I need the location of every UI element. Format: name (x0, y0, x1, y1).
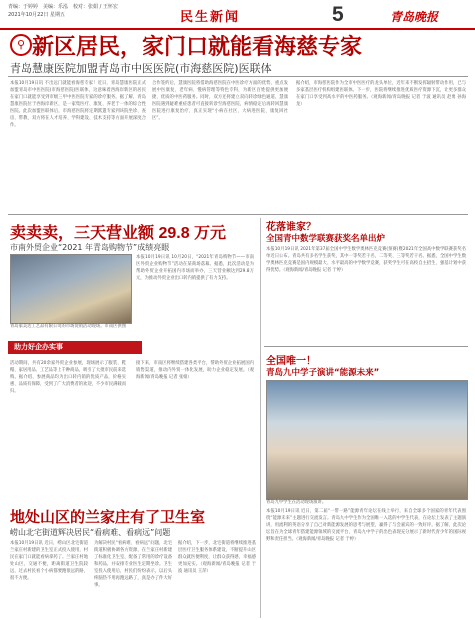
divider (8, 76, 468, 77)
notice2-photo-caption: 青岛九中学生在活动现场演讲。 (266, 500, 327, 505)
notice1-body: 本报10月19日讯 2021年第37届全国中学生数学奥林匹克竞赛(预赛)暨2021年全国高中数学联赛获奖名单近日公布。青岛共有多名学生获奖，其中一等奖若干名，二等奖、三等奖若干名。据悉，全国中学生数学奥林匹克竞赛是国内规模最大、水平最高的中学数学竞赛，获奖学生可在高校自主招生、强基计划中获得优势。（观海新闻/青岛晚报 记者 于婷） (266, 247, 466, 273)
western-headline: 地处山区的兰家庄有了卫生室 (10, 509, 206, 526)
shopping-subhead: 市南外贸企业“2021 年青岛购物节”成绩亮眼 (10, 243, 170, 252)
page-number: 5 (332, 3, 344, 26)
western-body-col2: 为解决村民“看病难、看病远”问题，北宅街道积极协调各方资源，在兰家庄村新建了标准化卫生室，配备了常用的诊疗设备和药品，并安排专业医生定期坐诊。卫生室投入使用后，村民们纷纷表示，以后头疼脑热不用再跑远路了，真是办了件大好事。 (94, 541, 172, 588)
shopping-headline: 卖卖卖，三天营业额 29.8 万元 (10, 225, 227, 242)
date-line: 2021年10月22日 星期五 (8, 12, 66, 18)
lead-body-col1: 本报10月19日讯 不出远门就能看海慈专家！近日，青岛慧康医院正式加盟青岛市中医医院(市海慈医院)医联体，这意味着西海岸新区的居民在家门口就能享受到市级三甲中医医院专家的诊疗服务。据了解，青岛慧康医院位于西海岸新区，是一家集医疗、康复、养老于一体的综合性医院。此次加盟医联体后，市海慈医院将定期派遣专家到该院坐诊、查房、带教，双方将在人才培养、学科建设、技术支持等方面开展深度合作。 (10, 81, 146, 128)
banner-label: 助力好企办实事 (14, 343, 63, 351)
notice2-photo (266, 380, 468, 500)
newspaper-logo: 青岛晚报 (390, 10, 439, 24)
editor-line: 青编：于婷婷 美编：乐泓 校对：张娟 / 王怀宏 (8, 4, 118, 10)
column-divider (260, 218, 261, 618)
lead-headline: 新区居民，家门口就能看海慈专家 (32, 34, 363, 59)
divider (264, 346, 468, 347)
editor-info (8, 3, 118, 19)
lead-body-col2: 合作签约后，慧康医院将借助海慈医院在中医诊疗方面的优势，重点发展中医康复、老年病、慢病管理等特色专科，为新区百姓提供更加便捷、优质的中医药服务。同时，双方还将建立双向转诊绿色通道，慧康医院遇到疑难重症患者可直接转诊至海慈医院，病情稳定后再转回慧康医院进行康复治疗，真正实现“小病在社区、大病进医院、康复回社区”。 (152, 81, 288, 121)
shopping-body-col1: 本报10月19日讯 10月20日，“2021年青岛购物节——市南区外贸企业购物节”活动在某商场落幕。据悉，此次活动是为帮助外贸企业开拓国内市场而举办，三天营业额达到29.8万元，为推动外贸企业出口转内销提供了有力支持。 (136, 255, 254, 281)
search-icon: ⚲ (10, 34, 32, 56)
lead-body-col3: 据介绍，市海慈医院作为全市中医医疗的龙头单位，近年来不断发挥辐射带动作用，已与多家基层医疗机构组建医联体。下一步，医院将继续推进优质医疗资源下沉，让更多群众在家门口享受到高水平的中医药服务。（观海新闻/青岛晚报 记者 于波 通讯员 赵勇 孙海龙） (296, 81, 466, 107)
shopping-photo (10, 254, 132, 324)
western-body-col3: 据介绍，下一步，北宅街道将继续推进基层医疗卫生服务体系建设，不断提升山区群众就医便利度，让群众获得感、幸福感更加充实。（观海新闻/青岛晚报 记者 于波 通讯员 王萍） (178, 541, 256, 574)
masthead (0, 0, 475, 30)
notice2-subtitle: 青岛九中学子演讲“能源未来” (266, 368, 380, 378)
shopping-photo-caption: 青岛家美达工艺品有限公司的市场促销活动现场。市南区供图 (10, 324, 127, 329)
section-banner (8, 341, 142, 354)
notice2-body: 本报10月19日讯 近日，第二届“一带一路”能源青年论坛在线上举行，来自全球多个国家的青年代表围绕“能源未来”主题进行交流发言。青岛九中学生作为全国唯一入选的中学生代表，在论坛上发表了主题演讲，用流利的英语分享了自己对新能源发展的思考与展望，赢得了与会嘉宾的一致好评。据了解，此次论坛旨在为全球青年搭建能源领域的交流平台，青岛九中学子的出色表现充分展示了新时代青少年的国际视野和责任担当。（观海新闻/青岛晚报 记者 于婷） (266, 509, 466, 542)
western-subhead: 崂山北宅街道辉决居民“看病难、看病远”问题 (10, 528, 171, 537)
lead-subhead: 青岛慧康医院加盟青岛市中医医院(市海慈医院)医联体 (10, 62, 272, 75)
section-title: 民生新闻 (180, 10, 241, 25)
divider (8, 214, 468, 215)
notice1-subtitle: 全国青中数学联赛获奖名单出炉 (266, 234, 386, 244)
notice1-title: 花落谁家？ (266, 222, 316, 233)
shopping-body-col3: 接下来，市南区将继续搭建各类平台，帮助外贸企业拓展国内销售渠道，推动内外贸一体化发展，助力企业稳定发展。（观海新闻/青岛晚报 记者 张娟） (136, 361, 254, 380)
western-body-col1: 本报10月19日讯 近日，崂山区北宅街道兰家庄村新建的卫生室正式投入使用，村民在家门口就能看病拿药了。兰家庄村地处山区，交通不便，距离街道卫生院较远，过去村民看个小病都要跑很远的路，很不方便。 (10, 541, 88, 581)
shopping-body-col2: 活动期间，共有20余家外贸企业参展，现场展示了服装、鞋帽、家居用品、工艺品等上千种商品，吸引了大批市民前来选购。据介绍，参展商品均为出口转内销的优质产品，价格实惠、品质有保障，受到了广大消费者的欢迎，不少市民满载而归。 (10, 361, 126, 394)
notice2-title: 全国唯一！ (266, 356, 316, 367)
